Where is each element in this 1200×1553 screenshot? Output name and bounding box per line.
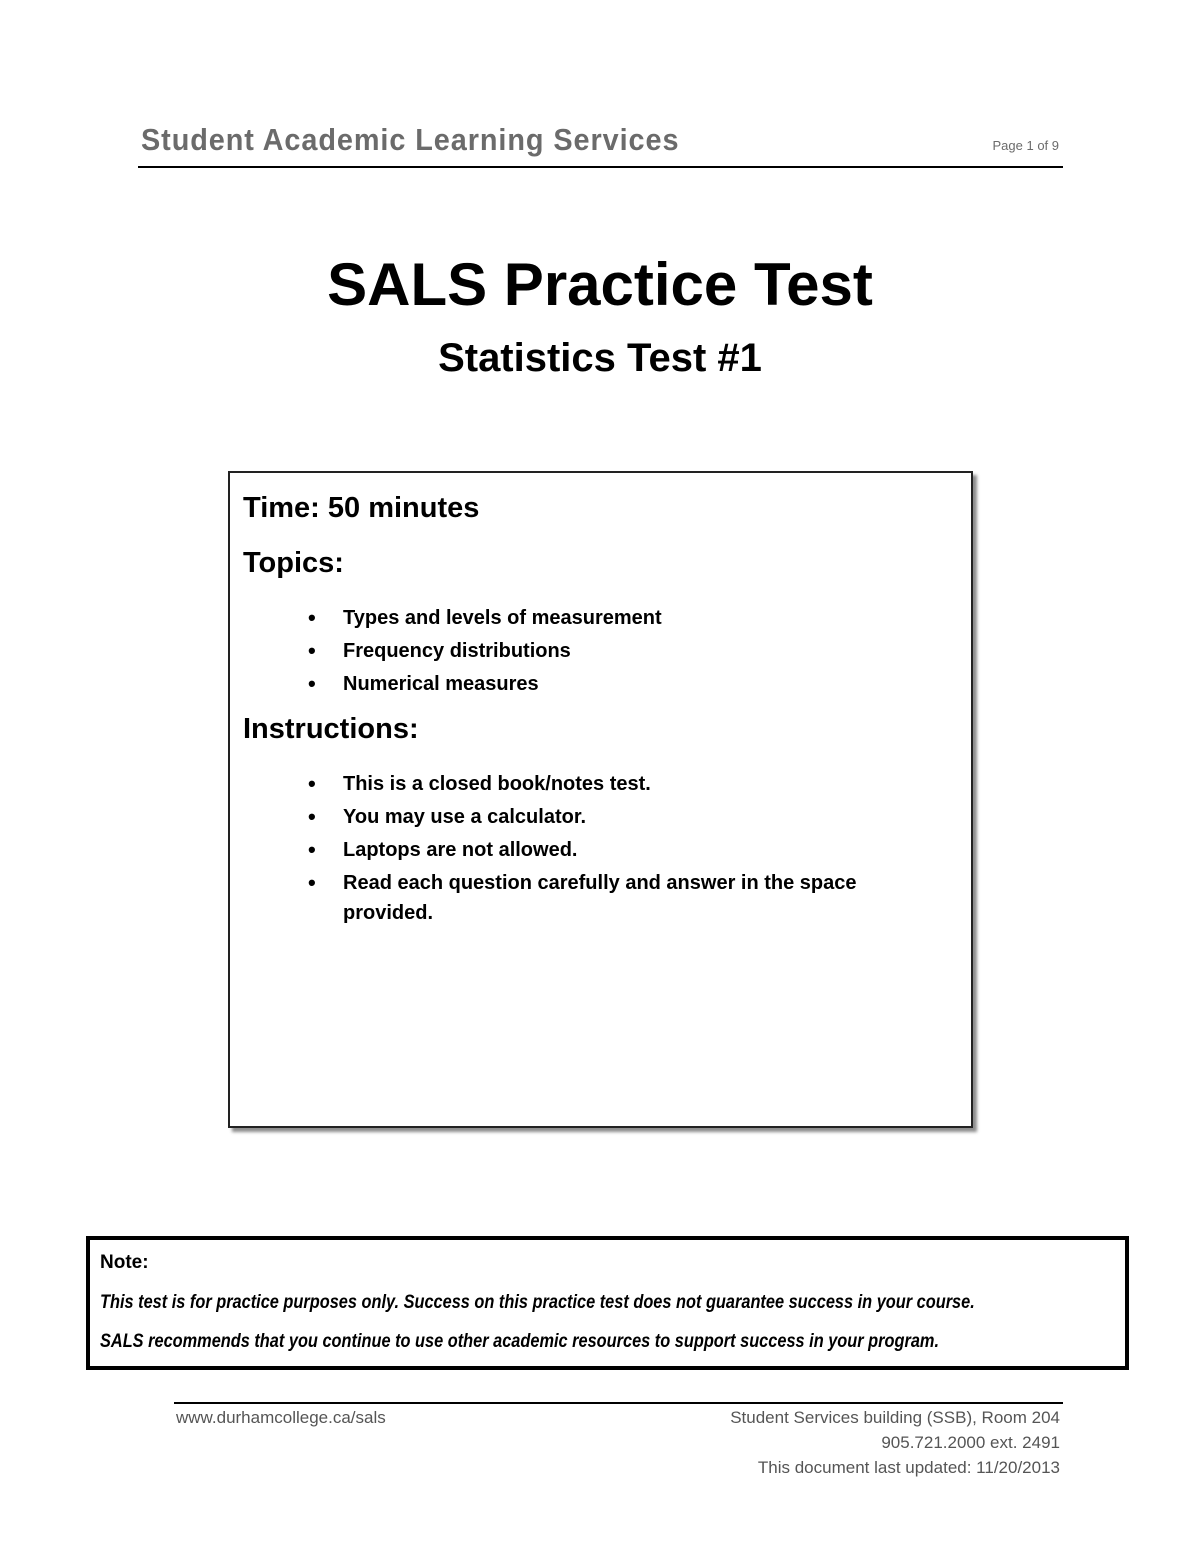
- footer-website-link[interactable]: www.durhamcollege.ca/sals: [176, 1408, 386, 1427]
- page-number: Page 1 of 9: [992, 138, 1059, 153]
- list-item: • Laptops are not allowed.: [306, 835, 926, 865]
- footer-location: Student Services building (SSB), Room 204: [730, 1408, 1060, 1427]
- instructions-heading: Instructions:: [243, 713, 419, 745]
- footer-phone: 905.721.2000 ext. 2491: [881, 1433, 1060, 1452]
- header-title: Student Academic Learning Services: [141, 122, 680, 157]
- list-item: • This is a closed book/notes test.: [306, 769, 926, 799]
- list-item: • Frequency distributions: [306, 636, 926, 666]
- note-line-2: SALS recommends that you continue to use other academic resources to support success in your program.: [100, 1331, 939, 1352]
- instructions-list: [306, 769, 926, 931]
- note-line-1: This test is for practice purposes only. Success on this practice test does not guarantee success in your course.: [100, 1292, 975, 1313]
- topics-heading: Topics:: [243, 547, 344, 579]
- document-title: SALS Practice Test: [327, 251, 873, 318]
- list-item: • Numerical measures: [306, 669, 926, 699]
- page-header: [138, 118, 1063, 168]
- note-label: Note:: [100, 1252, 149, 1273]
- footer-divider: [174, 1402, 1063, 1404]
- time-limit: Time: 50 minutes: [243, 492, 480, 524]
- document-subtitle: Statistics Test #1: [438, 336, 762, 380]
- list-item: • Read each question carefully and answer in the space provided.: [306, 868, 926, 928]
- topics-list: [306, 603, 926, 702]
- footer-updated: This document last updated: 11/20/2013: [757, 1458, 1060, 1477]
- list-item: • You may use a calculator.: [306, 802, 926, 832]
- list-item: • Types and levels of measurement: [306, 603, 926, 633]
- note-box: [86, 1236, 1129, 1370]
- test-info-box: [228, 471, 973, 1128]
